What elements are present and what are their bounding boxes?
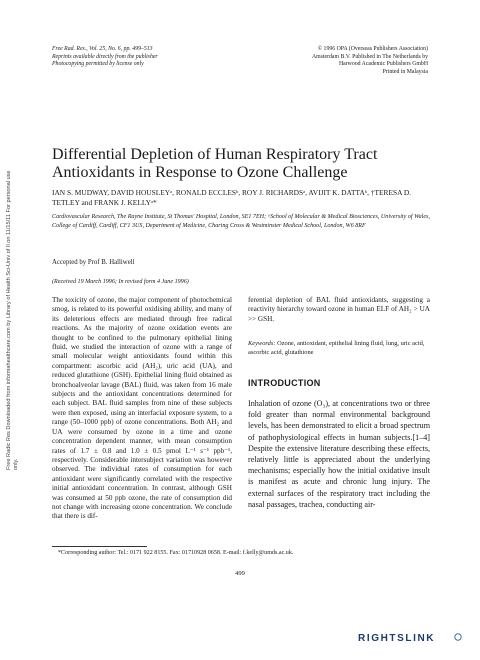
affiliations: Cardiovascular Research, The Rayne Institute, St Thomas' Hospital, London, SE1 7EH; ᵃSchool of Molecular & Medical Biosciences, University of Wales, College of Cardiff, Cardiff, CF1 3US, Department of Medicine, Charing Cross & Westminster Medical School, London, W6 8RF [52,214,430,229]
citation-line: Reprints available directly from the publisher [52,53,158,60]
copyright-line: Amsterdam B.V. Published in The Netherlands by [311,53,428,60]
download-watermark: Free Radic Res Downloaded from informahealthcare.com by Library of Health Sci-Univ of Il on 11/15/11 For personal use only. [6,170,19,470]
author-list: IAN S. MUDWAY, DAVID HOUSLEYᵃ, RONALD ECCLESᵇ, ROY J. RICHARDSᵃ, AVIJIT K. DATTAᵇ, †TERESA D. TETLEY and FRANK J. KELLYᵃ* [52,188,412,207]
keywords [248,340,430,357]
accepted-by: Accepted by Prof B. Halliwell [52,259,135,266]
copyright-line: Printed in Malaysia [382,68,428,75]
footnote-divider [52,546,147,547]
journal-citation-header [52,46,158,69]
citation-line: Photocopying permitted by license only [52,61,144,67]
received-dates: (Received 19 March 1996; In revised form 4 June 1996) [52,279,189,285]
introduction-heading: INTRODUCTION [248,378,321,388]
citation-line: Free Rad. Res., Vol. 25, No. 6, pp. 499–513 [52,46,153,52]
introduction-text: Inhalation of ozone (O₃), at concentrations two or three fold greater than normal environmental background levels, has been demonstrated to elicit a broad spectrum of pathophysiological effects in human subjects.[1–4] Despite the extensive literature describing these effects, relatively little is appreciated about the underlying mechanisms; especially how the initial oxidative insult is manifest as acute and chronic lung injury. The external surfaces of the respiratory tract including the nasal passages, trachea, conducting air- [248,399,430,509]
keywords-label: Keywords: [248,340,276,347]
rightslink-logo[interactable] [358,630,462,646]
copyright-header [228,46,428,76]
abstract-text: The toxicity of ozone, the major component of photochemical smog, is related to its powerful oxidising ability, and many of its deleterious effects are mediated through free radical reactions. As the majority of ozone oxidation events are thought to be confined to the pulmonary epithelial lining fluid, we studied the interaction of ozone with a range of small molecular weight antioxidants found within this compartment: ascorbic acid (AH₂), uric acid (UA), and reduced glutathione (GSH). Epithelial lining fluid obtained as bronchoalveolar lavage (BAL) fluid, was taken from 16 male subjects and the antioxidant concentrations determined for each subject. BAL fluid samples from nine of these subjects were then exposed, using an interfacial exposure system, to a range (50–1000 ppb) of ozone concentrations. Both AH₂ and UA were consumed by ozone in a time and ozone concentration dependent manner, with mean consumption rates of 1.7 ± 0.8 and 1.0 ± 0.5 pmol L⁻¹ s⁻¹ ppb⁻¹, respectively. Considerable intersubject variation was however observed. The individual rates of consumption for each antioxidant were significantly correlated with the respective initial antioxidant concentration. In contrast, although GSH was consumed at 50 ppb ozone, the rate of consumption did not change with increasing ozone concentration. We conclude that there is dif- [52,296,232,521]
copyright-line: © 1996 OPA (Overseas Publishers Association) [317,46,428,52]
abstract-continuation: ferential depletion of BAL fluid antioxidants, suggesting a reactivity hierarchy toward ozone in human ELF of AH₂ > UA >> GSH. [248,296,430,323]
page-number: 499 [235,570,245,577]
corresponding-author-footnote: *Corresponding author: Tel.: 0171 922 8155. Fax: 01710928 0658. E-mail: f.kelly@umds.ac.uk. [58,550,294,556]
article-title: Differential Depletion of Human Respiratory Tract Antioxidants in Response to Ozone Challenge [52,146,378,181]
keywords-list: Ozone, antioxidant, epithelial lining fluid, lung, uric acid, ascorbic acid, glutathione [248,340,425,356]
rightslink-logo-mark [358,630,462,644]
copyright-line: Harwood Academic Publishers GmbH [338,61,428,67]
svg-text:RIGHTSLINK: RIGHTSLINK [358,633,436,644]
